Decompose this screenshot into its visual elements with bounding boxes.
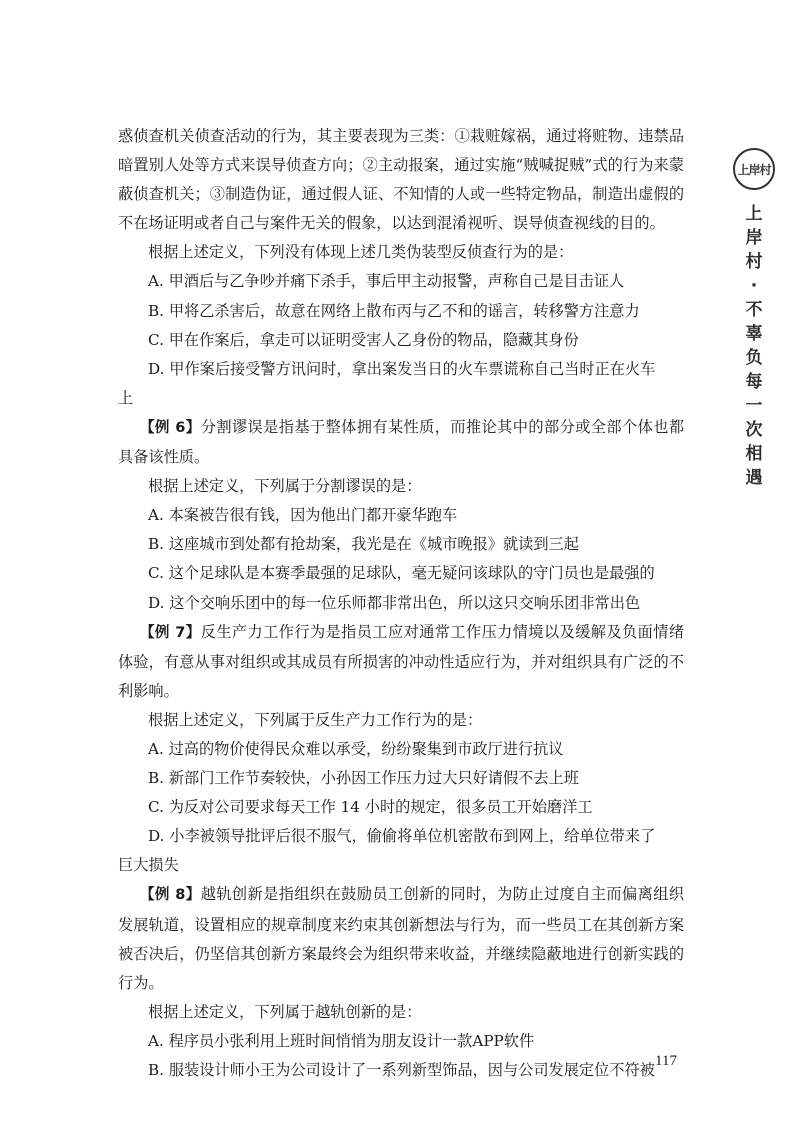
question-prompt: 根据上述定义，下列属于反生产力工作行为的是： bbox=[148, 710, 483, 729]
answer-option: C. 甲在作案后，拿走可以证明受害人乙身份的物品，隐藏其身份 bbox=[148, 330, 579, 349]
brand-sidebar bbox=[729, 148, 779, 490]
brand-logo-text: 上岸村 bbox=[737, 162, 771, 177]
paragraph: 惑侦查机关侦查活动的行为，其主要表现为三类：①栽赃嫁祸，通过将赃物、违禁品暗置别人处等方式来误导侦查方向；②主动报案，通过实施“贼喊捉贼”式的行为来蒙蔽侦查机关；③制造伪证，通过假人证、不知情的人或一些特定物品，制造出虚假的不在场证明或者自己与案件无关的假象，以达到混淆视听、误导侦查视线的目的。 bbox=[118, 127, 684, 233]
slogan-char: 遇 bbox=[745, 468, 763, 488]
slogan-char: · bbox=[750, 276, 758, 296]
answer-option: B. 新部门工作节奏较快，小孙因工作压力过大只好请假不去上班 bbox=[148, 769, 579, 788]
answer-option-continuation: 巨大损失 bbox=[118, 856, 179, 875]
slogan-char: 辜 bbox=[745, 324, 763, 344]
example-text: 越轨创新是指组织在鼓励员工创新的同时，为防止过度自主而偏离组织发展轨道，设置相应的规章制度来约束其创新想法与行为，而一些员工在其创新方案被否决后，仍坚信其创新方案最终会为组织带来收益，并继续隐蔽地进行创新实践的行为。 bbox=[118, 885, 685, 992]
answer-option-text: D. 小李被领导批评后很不服气，偷偷将单位机密散布到网上，给单位带来了 bbox=[148, 827, 656, 846]
slogan-char: 不 bbox=[745, 300, 763, 320]
answer-option: A. 甲酒后与乙争吵并痛下杀手，事后甲主动报警，声称自己是目击证人 bbox=[148, 272, 625, 291]
answer-option: B. 甲将乙杀害后，故意在网络上散布丙与乙不和的谣言，转移警方注意力 bbox=[148, 301, 640, 320]
example-label: 【例 8】 bbox=[140, 887, 201, 904]
answer-option: C. 这个足球队是本赛季最强的足球队，毫无疑问该球队的守门员也是最强的 bbox=[148, 564, 655, 583]
slogan-char: 相 bbox=[745, 444, 763, 464]
slogan-char: 上 bbox=[745, 204, 763, 224]
slogan-char: 一 bbox=[745, 396, 763, 416]
answer-option: D. 这个交响乐团中的每一位乐师都非常出色，所以这只交响乐团非常出色 bbox=[148, 593, 641, 612]
answer-option: C. 为反对公司要求每天工作 14 小时的规定，很多员工开始磨洋工 bbox=[148, 798, 593, 817]
brand-slogan bbox=[746, 202, 763, 490]
answer-option: A. 程序员小张利用上班时间悄悄为朋友设计一款APP软件 bbox=[148, 1031, 535, 1050]
answer-option-text: D. 甲作案后接受警方讯问时，拿出案发当日的火车票谎称自己当时正在火车 bbox=[148, 359, 656, 378]
question-prompt: 根据上述定义，下列没有体现上述几类伪装型反侦查行为的是： bbox=[148, 243, 574, 262]
answer-option-continuation: 上 bbox=[118, 388, 134, 407]
answer-option bbox=[118, 822, 684, 880]
answer-option: B. 服装设计师小王为公司设计了一系列新型饰品，因与公司发展定位不符被 bbox=[148, 1061, 655, 1079]
example-paragraph bbox=[118, 413, 684, 472]
example-paragraph bbox=[118, 618, 684, 706]
brand-logo-seal bbox=[733, 148, 775, 190]
answer-option: B. 这座城市到处都有抢劫案，我光是在《城市晚报》就读到三起 bbox=[148, 535, 579, 554]
slogan-char: 次 bbox=[745, 420, 763, 440]
example-text: 反生产力工作行为是指员工应对通常工作压力情境以及缓解及负面情绪体验，有意从事对组织或其成员有所损害的冲动性适应行为，并对组织具有广泛的不利影响。 bbox=[118, 622, 685, 700]
question-prompt: 根据上述定义，下列属于越轨创新的是： bbox=[148, 1002, 422, 1021]
slogan-char: 负 bbox=[745, 348, 763, 368]
example-paragraph bbox=[118, 880, 684, 997]
answer-option: A. 过高的物价使得民众难以承受，纷纷聚集到市政厅进行抗议 bbox=[148, 739, 564, 758]
slogan-char: 每 bbox=[745, 372, 763, 392]
example-label: 【例 6】 bbox=[140, 419, 201, 436]
page-number: 117 bbox=[655, 1053, 677, 1069]
question-prompt: 根据上述定义，下列属于分割谬误的是： bbox=[148, 477, 422, 496]
document-body bbox=[118, 122, 684, 1085]
example-label: 【例 7】 bbox=[140, 624, 201, 641]
slogan-char: 岸 bbox=[745, 228, 763, 248]
answer-option bbox=[118, 355, 684, 413]
answer-option: A. 本案被告很有钱，因为他出门都开豪华跑车 bbox=[148, 506, 458, 525]
slogan-char: 村 bbox=[745, 252, 763, 272]
example-text: 分割谬误是指基于整体拥有某性质，而推论其中的部分或全部个体也都具备该性质。 bbox=[118, 417, 685, 467]
